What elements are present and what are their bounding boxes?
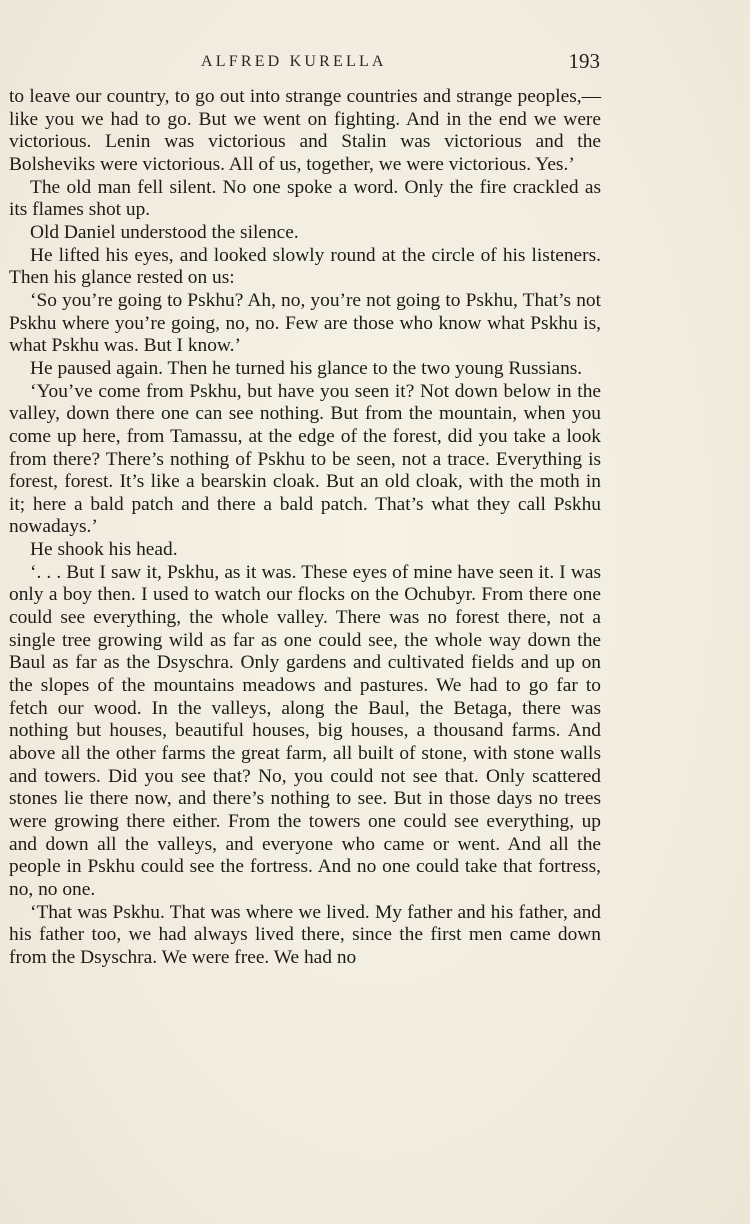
running-head — [0, 50, 750, 74]
paragraph: He paused again. Then he turned his glance to the two young Russians. — [30, 357, 583, 379]
page-number: 193 — [568, 49, 600, 73]
paragraph: ‘. . . But I saw it, Pskhu, as it was. These eyes of mine have seen it. I was only a boy then. I used to watch our flocks on the Ochubyr. From there one could see everything, the whole valley. There was no forest there, not a single tree growing wild as far as one could see, the whole way down the Baul as far as the Dsyschra. Only gardens and cultivated fields and up on the slopes of the mountains meadows and pastures. We had to go far to fetch our wood. In the valleys, along the Baul, the Betaga, there was nothing but houses, beautiful houses, big houses, a thousand farms. And above all the other farms the great farm, all built of stone, with stone walls and towers. Did you see that? No, you could not see that. Only scattered stones lie there now, and there’s nothing to see. But in those days no trees were growing there either. From the towers one could see everything, up and down all the valleys, and everyone who came or went. And all the people in Pskhu could see the fortress. And no one could take that fortress, no, no one. — [9, 561, 601, 900]
paragraph: ‘You’ve come from Pskhu, but have you seen it? Not down below in the valley, down there one can see nothing. But from the mountain, when you come up here, from Tamassu, at the edge of the forest, did you take a look from there? There’s nothing of Pskhu to be seen, not a trace. Everything is forest, forest. It’s like a bearskin cloak. But an old cloak, with the moth in it; here a bald patch and there a bald patch. That’s what they call Pskhu nowadays.’ — [9, 380, 601, 538]
paragraph: He shook his head. — [30, 539, 178, 561]
paragraph: He lifted his eyes, and looked slowly round at the circle of his listeners. Then his glance rested on us: — [9, 244, 601, 289]
paragraph: ‘So you’re going to Pskhu? Ah, no, you’re not going to Pskhu, That’s not Pskhu where you’re going, no, no. Few are those who know what Pskhu is, what Pskhu was. But I know.’ — [9, 289, 601, 357]
paragraph: The old man fell silent. No one spoke a word. Only the fire crackled as its flames shot up. — [9, 176, 601, 221]
paragraph: Old Daniel understood the silence. — [30, 221, 299, 243]
body-text — [9, 86, 601, 970]
paragraph: to leave our country, to go out into strange countries and strange peoples,—like you we had to go. But we went on fighting. And in the end we were victorious. Lenin was victorious and Stalin was victorious and the Bolsheviks were victorious. All of us, together, we were victorious. Yes.’ — [9, 86, 601, 175]
running-title: ALFRED KURELLA — [201, 53, 387, 70]
paragraph: ‘That was Pskhu. That was where we lived. My father and his father, and his father too, we had always lived there, since the first men came down from the Dsyschra. We were free. We had no — [9, 901, 601, 968]
